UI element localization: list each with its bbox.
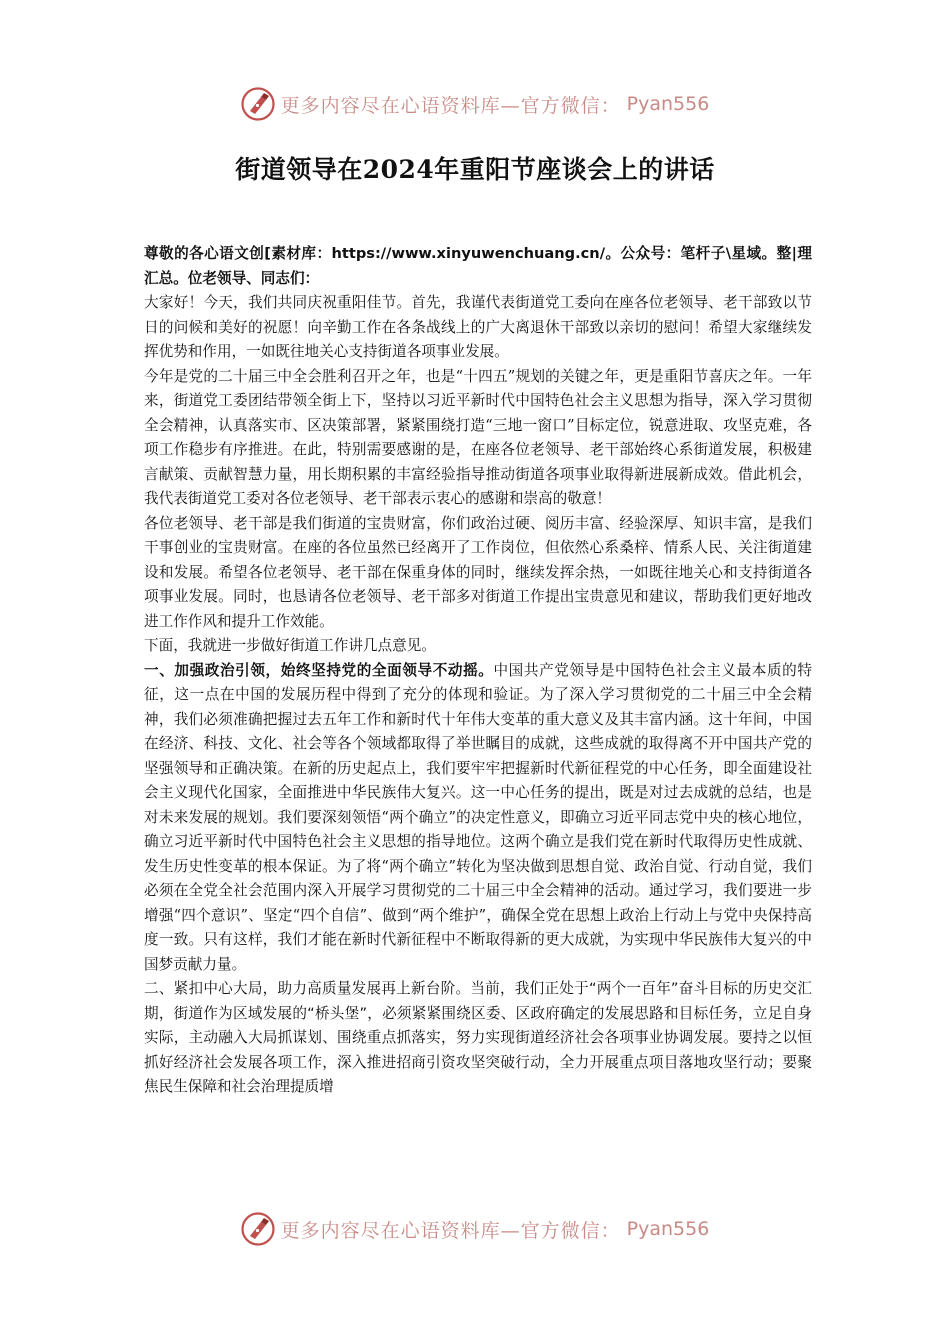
section-two-heading: 二、紧扣中心大局，助力高质量发展再上新台阶。	[144, 980, 471, 997]
section-two-body: 当前，我们正处于“两个一百年”奋斗目标的历史交汇期，街道作为区域发展的“桥头堡”，必须紧紧围绕区委、区政府确定的发展思路和目标任务，立足自身实际，主动融入大局抓谋划、围绕重点抓落实，努力实现街道经济社会各项事业协调发展。要持之以恒抓好经济社会发展各项工作，深入推进招商引资攻坚突破行动，全力开展重点项目落地攻坚行动；要聚焦民生保障和社会治理提质增	[144, 980, 812, 1095]
salutation: 尊敬的各心语文创[素材库：https://www.xinyuwenchuang.cn/。公众号：笔杆子\星域。整|理汇总。位老领导、同志们：	[144, 245, 812, 287]
section-one	[144, 659, 812, 978]
paragraph: 大家好！今天，我们共同庆祝重阳佳节。首先，我谨代表街道党工委向在座各位老领导、老干部致以节日的问候和美好的祝愿！向辛勤工作在各条战线上的广大离退休干部致以亲切的慰问！希望大家继续发挥优势和作用，一如既往地关心支持街道各项事业发展。	[144, 294, 812, 360]
pen-nib-logo-icon	[241, 1212, 275, 1246]
banner-text: 更多内容尽在心语资料库—官方微信：	[280, 94, 621, 117]
paragraph: 下面，我就进一步做好街道工作讲几点意见。	[144, 637, 436, 654]
banner-wechat-id: Pyan556	[626, 1218, 710, 1240]
section-one-body: 中国共产党领导是中国特色社会主义最本质的特征，这一点在中国的发展历程中得到了充分的体现和验证。为了深入学习贯彻党的二十届三中全会精神，我们必须准确把握过去五年工作和新时代十年伟大变革的重大意义及其丰富内涵。这十年间，中国在经济、科技、文化、社会等各个领域都取得了举世瞩目的成就，这些成就的取得离不开中国共产党的坚强领导和正确决策。在新的历史起点上，我们要牢牢把握新时代新征程党的中心任务，即全面建设社会主义现代化国家，全面推进中华民族伟大复兴。这一中心任务的提出，既是对过去成就的总结，也是对未来发展的规划。我们要深刻领悟“两个确立”的决定性意义，即确立习近平同志党中央的核心地位，确立习近平新时代中国特色社会主义思想的指导地位。这两个确立是我们党在新时代取得历史性成就、发生历史性变革的根本保证。为了将“两个确立”转化为坚决做到思想自觉、政治自觉、行动自觉，我们必须在全党全社会范围内深入开展学习贯彻党的二十届三中全会精神的活动。通过学习，我们要进一步增强“四个意识”、坚定“四个自信”、做到“两个维护”，确保全党在思想上政治上行动上与党中央保持高度一致。只有这样，我们才能在新时代新征程中不断取得新的更大成就，为实现中华民族伟大复兴的中国梦贡献力量。	[144, 661, 812, 973]
paragraph: 今年是党的二十届三中全会胜利召开之年，也是“十四五”规划的关键之年，更是重阳节喜庆之年。一年来，街道党工委团结带领全街上下，坚持以习近平新时代中国特色社会主义思想为指导，深入学习贯彻全会精神，认真落实市、区决策部署，紧紧围绕打造“三地一窗口”目标定位，锐意进取、攻坚克难，各项工作稳步有序推进。在此，特别需要感谢的是，在座各位老领导、老干部始终心系街道发展，积极建言献策、贡献智慧力量，用长期积累的丰富经验指导推动街道各项事业取得新进展新成效。借此机会，我代表街道党工委对各位老领导、老干部表示衷心的感谢和崇高的敬意！	[144, 367, 812, 507]
footer-banner	[0, 1209, 950, 1249]
document-body	[144, 242, 812, 1100]
section-two	[144, 977, 812, 1100]
page-title: 街道领导在2024年重阳节座谈会上的讲话	[235, 155, 715, 184]
header-banner	[0, 84, 950, 124]
paragraph: 各位老领导、老干部是我们街道的宝贵财富，你们政治过硬、阅历丰富、经验深厚、知识丰富，是我们干事创业的宝贵财富。在座的各位虽然已经离开了工作岗位，但依然心系桑梓、情系人民、关注街道建设和发展。希望各位老领导、老干部在保重身体的同时，继续发挥余热，一如既往地关心和支持街道各项事业发展。同时，也恳请各位老领导、老干部多对街道工作提出宝贵意见和建议，帮助我们更好地改进工作作风和提升工作效能。	[144, 514, 812, 630]
banner-text: 更多内容尽在心语资料库—官方微信：	[280, 1219, 621, 1242]
banner-wechat-id: Pyan556	[626, 93, 710, 115]
section-one-heading: 一、加强政治引领，始终坚持党的全面领导不动摇。	[144, 661, 494, 679]
pen-nib-logo-icon	[241, 87, 275, 121]
